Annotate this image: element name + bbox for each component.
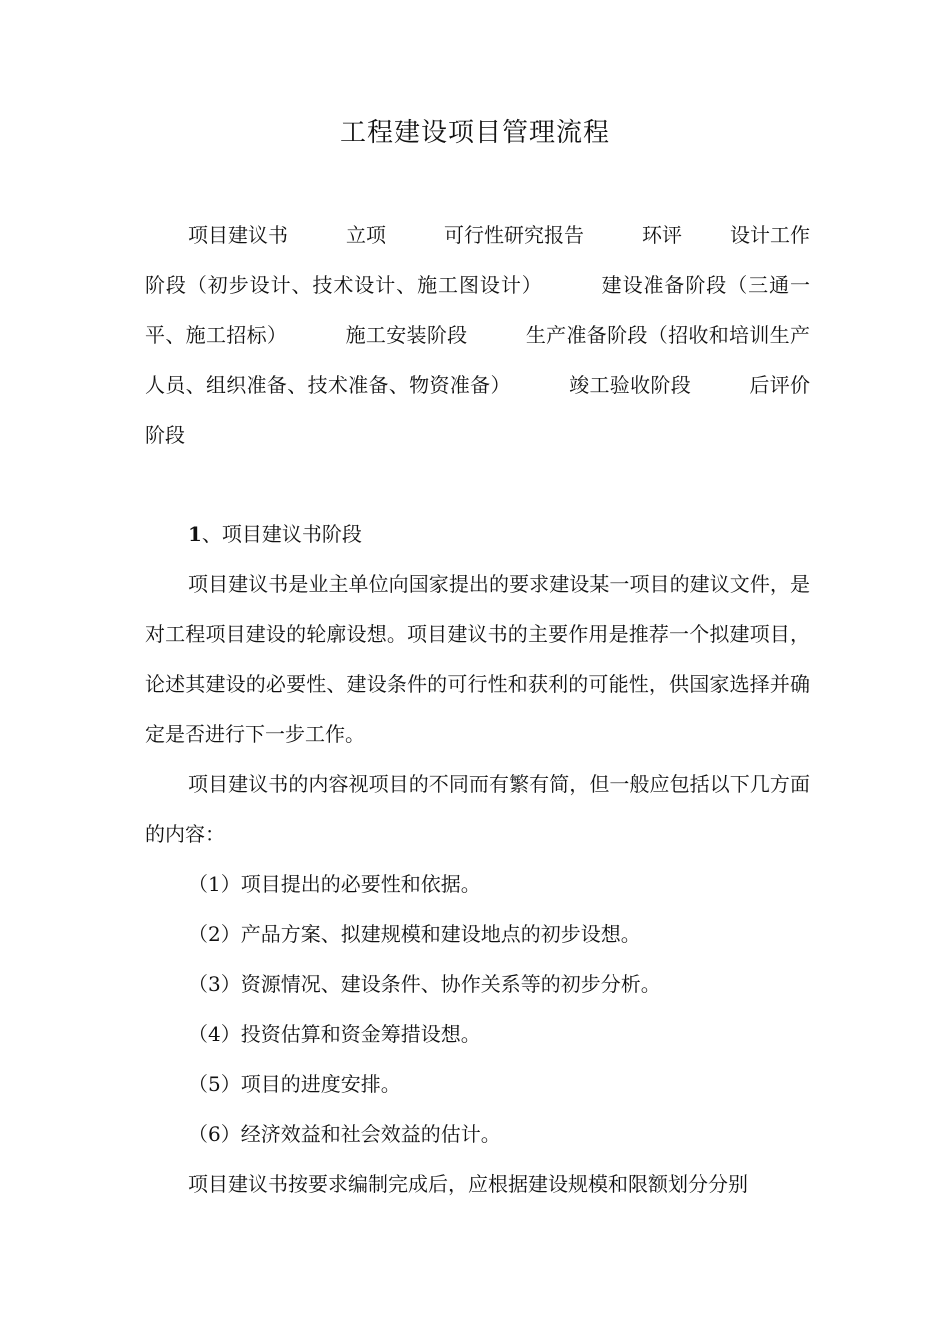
flow-step: 生产准备阶段（招收和培训生产人员、组织准备、技术准备、物资准备） <box>145 323 810 397</box>
flow-step: 项目建议书 <box>188 223 288 247</box>
list-item: （5）项目的进度安排。 <box>188 1072 401 1096</box>
document-title: 工程建设项目管理流程 <box>339 118 610 148</box>
flow-step: 可行性研究报告 <box>444 223 584 247</box>
flow-step: 设计工作阶段（初步设计、技术设计、施工图设计） <box>145 223 810 297</box>
list-item: （6）经济效益和社会效益的估计。 <box>188 1122 501 1146</box>
paragraph: 项目建议书是业主单位向国家提出的要求建设某一项目的建议文件，是对工程项目建设的轮廓设想。项目建议书的主要作用是推荐一个拟建项目，论述其建设的必要性、建设条件的可行性和获利的可能性，供国家选择并确定是否进行下一步工作。 <box>145 572 810 746</box>
flow-step: 建设准备阶段（三通一平、施工招标） <box>145 273 811 347</box>
flow-step: 环评 <box>642 223 682 247</box>
section-heading <box>145 509 810 559</box>
section-1 <box>145 509 810 1209</box>
process-flow-paragraph <box>145 210 810 460</box>
list-item: （4）投资估算和资金筹措设想。 <box>188 1022 481 1046</box>
paragraph: 项目建议书按要求编制完成后，应根据建设规模和限额划分分别 <box>188 1172 748 1196</box>
section-heading-text: 、项目建议书阶段 <box>201 522 362 546</box>
paragraph: 项目建议书的内容视项目的不同而有繁有简，但一般应包括以下几方面的内容： <box>145 772 810 846</box>
section-number: 1 <box>188 522 202 546</box>
list-item: （1）项目提出的必要性和依据。 <box>188 872 481 896</box>
flow-step: 竣工验收阶段 <box>568 373 692 397</box>
flow-step: 后评价阶段 <box>145 373 811 447</box>
flow-step: 施工安装阶段 <box>345 323 468 347</box>
list-item: （3）资源情况、建设条件、协作关系等的初步分析。 <box>188 972 661 996</box>
flow-step: 立项 <box>346 223 386 247</box>
list-item: （2）产品方案、拟建规模和建设地点的初步设想。 <box>188 922 641 946</box>
